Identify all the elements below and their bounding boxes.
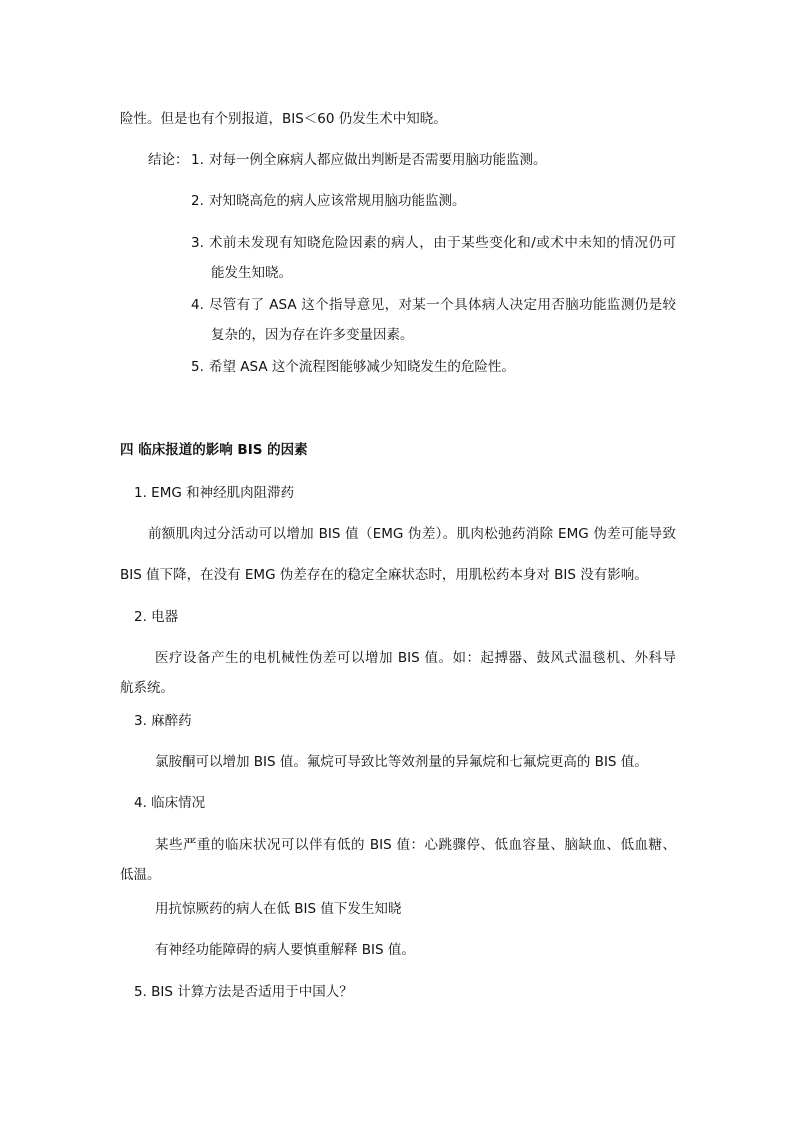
subsection-heading: 1. EMG 和神经肌肉阻滞药 [134, 485, 295, 501]
subsection-heading: 2. 电器 [134, 609, 179, 625]
paragraph: 前额肌肉过分活动可以增加 BIS 值（EMG 伪差）。肌肉松弛药消除 EMG 伪差可能导致 [148, 526, 676, 542]
conclusion-item: 对每一例全麻病人都应做出判断是否需要用脑功能监测。 [209, 152, 547, 168]
conclusion-item: 术前未发现有知晓危险因素的病人，由于某些变化和/或术中未知的情况仍可 [209, 235, 676, 251]
conclusion-item-continued: 能发生知晓。 [211, 265, 292, 281]
conclusion-number: 2. [191, 193, 204, 209]
paragraph: 医疗设备产生的电机械性伪差可以增加 BIS 值。如：起搏器、鼓风式温毯机、外科导 [155, 650, 676, 666]
subsection-heading: 4. 临床情况 [134, 795, 206, 811]
conclusion-item-continued: 复杂的，因为存在许多变量因素。 [211, 327, 414, 343]
subsection-heading: 5. BIS 计算方法是否适用于中国人？ [134, 984, 353, 1000]
conclusion-item: 尽管有了 ASA 这个指导意见，对某一个具体病人决定用否脑功能监测仍是较 [209, 297, 676, 313]
paragraph: 某些严重的临床状况可以伴有低的 BIS 值：心跳骤停、低血容量、脑缺血、低血糖、 [155, 837, 676, 853]
paragraph: 用抗惊厥药的病人在低 BIS 值下发生知晓 [155, 901, 402, 917]
conclusion-number: 1. [191, 152, 204, 168]
paragraph-continued: BIS 值下降，在没有 EMG 伪差存在的稳定全麻状态时，用肌松药本身对 BIS 没有影响。 [120, 567, 648, 583]
conclusion-number: 3. [191, 235, 204, 251]
paragraph-continued: 航系统。 [120, 680, 174, 696]
conclusion-item: 希望 ASA 这个流程图能够减少知晓发生的危险性。 [209, 359, 515, 375]
paragraph: 有神经功能障碍的病人要慎重解释 BIS 值。 [155, 942, 415, 958]
text-line: 险性。但是也有个别报道，BIS＜60 仍发生术中知晓。 [120, 111, 447, 127]
section-heading: 四 临床报道的影响 BIS 的因素 [120, 442, 308, 458]
paragraph: 氯胺酮可以增加 BIS 值。氟烷可导致比等效剂量的异氟烷和七氟烷更高的 BIS 值。 [155, 754, 648, 770]
subsection-heading: 3. 麻醉药 [134, 713, 192, 729]
paragraph-continued: 低温。 [120, 867, 161, 883]
conclusion-number: 5. [191, 359, 204, 375]
conclusion-label: 结论： [148, 152, 189, 168]
conclusion-item: 对知晓高危的病人应该常规用脑功能监测。 [209, 193, 466, 209]
conclusion-number: 4. [191, 297, 204, 313]
